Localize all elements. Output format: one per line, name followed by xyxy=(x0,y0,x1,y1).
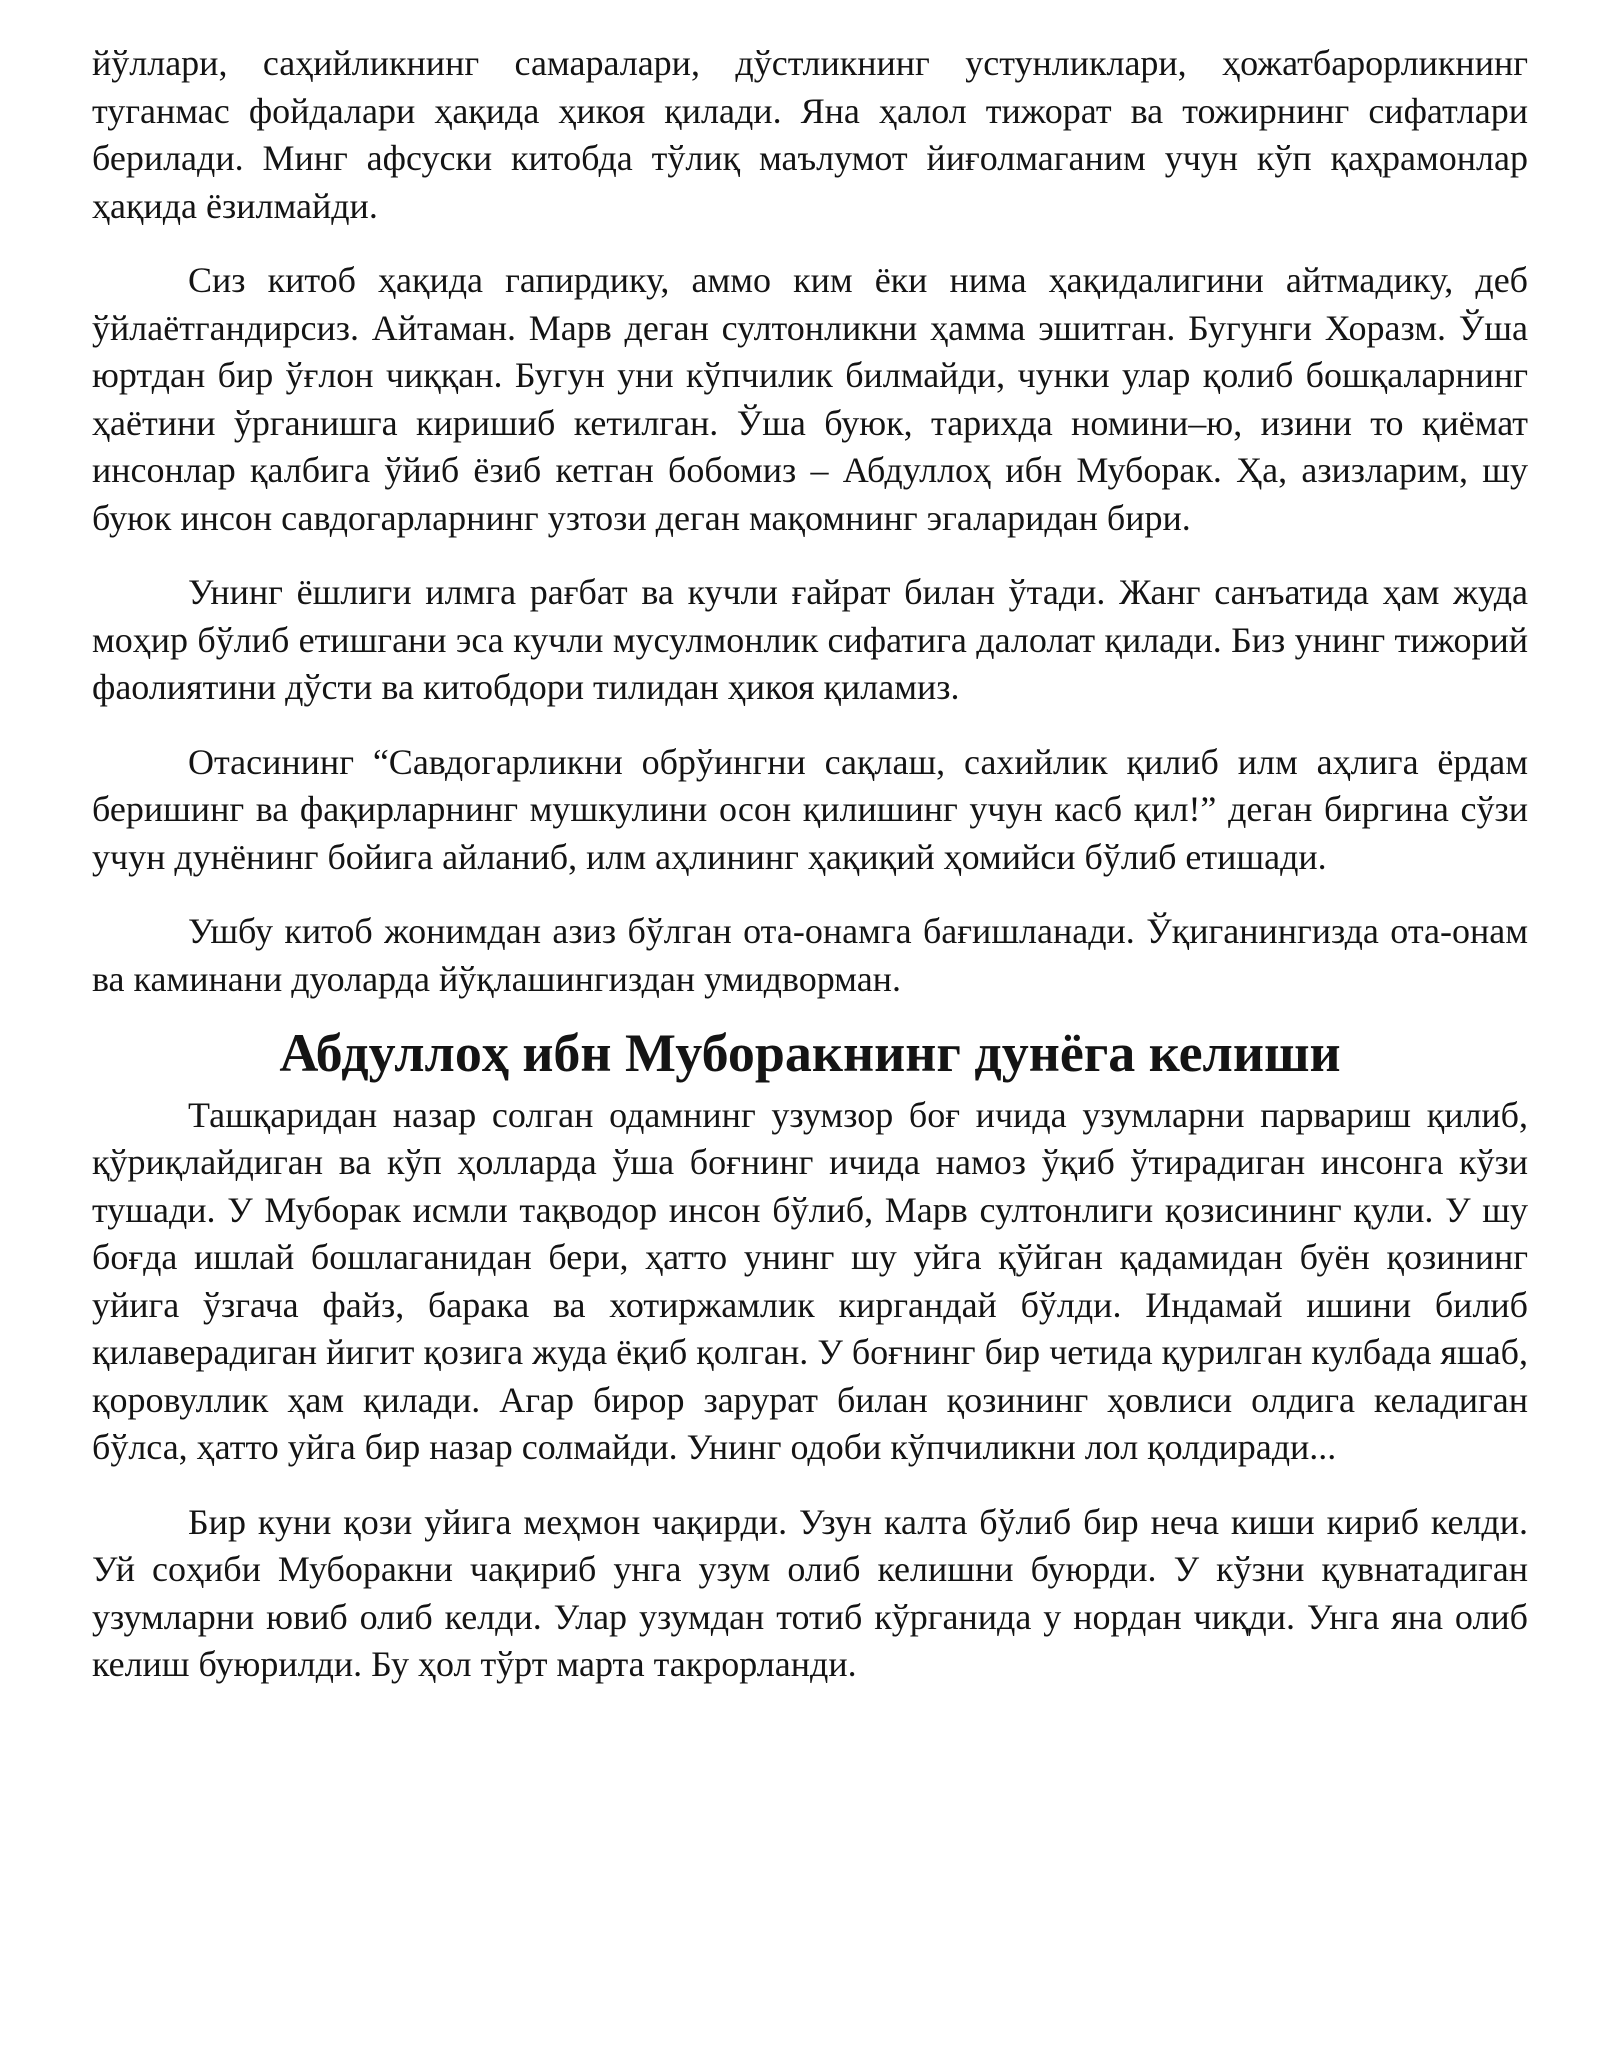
paragraph-vineyard: Ташқаридан назар солган одамнинг узумзор боғ ичида узумларни парвариш қилиб, қўриқлайдиган ва кўп ҳолларда ўша боғнинг ичида намоз ўқиб ўтирадиган инсонга кўзи тушади. У Муборак исмли тақводор инсон бўлиб, Марв султонлиги қозисининг қули. У шу боғда ишлай бошлаганидан бери, ҳатто унинг шу уйга қўйган қадамидан буён қозининг уйига ўзгача файз, барака ва хотиржамлик киргандай бўлди. Индамай ишини билиб қилаверадиган йигит қозига жуда ёқиб қолган. У боғнинг бир четида қурилган кулбада яшаб, қоровуллик ҳам қилади. Агар бирор зарурат билан қозининг ҳовлиси олдига келадиган бўлса, ҳатто уйга бир назар солмайди. Унинг одоби кўпчиликни лол қолдиради... xyxy=(92,1094,1528,1467)
chapter-heading: Абдуллоҳ ибн Муборакнинг дунёга келиши xyxy=(279,1023,1341,1083)
paragraph-youth: Унинг ёшлиги илмга рағбат ва кучли ғайрат билан ўтади. Жанг санъатида ҳам жуда моҳир бўлиб етишгани эса кучли мусулмонлик сифатига далолат қилади. Биз унинг тижорий фаолиятини дўсти ва китобдори тилидан ҳикоя қиламиз. xyxy=(92,572,1528,707)
paragraph-dedication: Ушбу китоб жонимдан азиз бўлган ота-онамга бағишланади. Ўқиганингизда ота-онам ва каминани дуоларда йўқлашингиздан умидворман. xyxy=(92,911,1528,999)
document-page xyxy=(92,40,1528,1716)
paragraph-book-intro: Сиз китоб ҳақида гапирдику, аммо ким ёки нима ҳақидалигини айтмадику, деб ўйлаётгандирсиз. Айтаман. Марв деган султонликни ҳамма эшитган. Бугунги Хоразм. Ўша юртдан бир ўғлон чиққан. Бугун уни кўпчилик билмайди, чунки улар қолиб бошқаларнинг ҳаётини ўрганишга киришиб кетилган. Ўша буюк, тарихда номини–ю, изини то қиёмат инсонлар қалбига ўйиб ёзиб кетган бобомиз – Абдуллоҳ ибн Муборак. Ҳа, азизларим, шу буюк инсон савдогарларнинг узтози деган мақомнинг эгаларидан бири. xyxy=(92,260,1528,538)
paragraph-continuation: йўллари, саҳийликнинг самаралари, дўстликнинг устунликлари, ҳожатбарорликнинг туганмас фойдалари ҳақида ҳикоя қилади. Яна ҳалол тижорат ва тожирнинг сифатлари берилади. Минг афсуски китобда тўлиқ маълумот йиғолмаганим учун кўп қаҳрамонлар ҳақида ёзилмайди. xyxy=(92,43,1528,226)
paragraph-guests: Бир куни қози уйига меҳмон чақирди. Узун калта бўлиб бир неча киши кириб келди. Уй соҳиби Муборакни чақириб унга узум олиб келишни буюрди. У кўзни қувнатадиган узумларни ювиб олиб келди. Улар узумдан тотиб кўрганида у нордан чиқди. Унга яна олиб келиш буюрилди. Бу ҳол тўрт марта такрорланди. xyxy=(92,1501,1528,1684)
paragraph-father-advice: Отасининг “Савдогарликни обрўингни сақлаш, сахийлик қилиб илм аҳлига ёрдам беришинг ва фақирларнинг мушкулини осон қилишинг учун касб қил!” деган биргина сўзи учун дунёнинг бойига айланиб, илм аҳлининг ҳақиқий ҳомийси бўлиб етишади. xyxy=(92,741,1528,877)
